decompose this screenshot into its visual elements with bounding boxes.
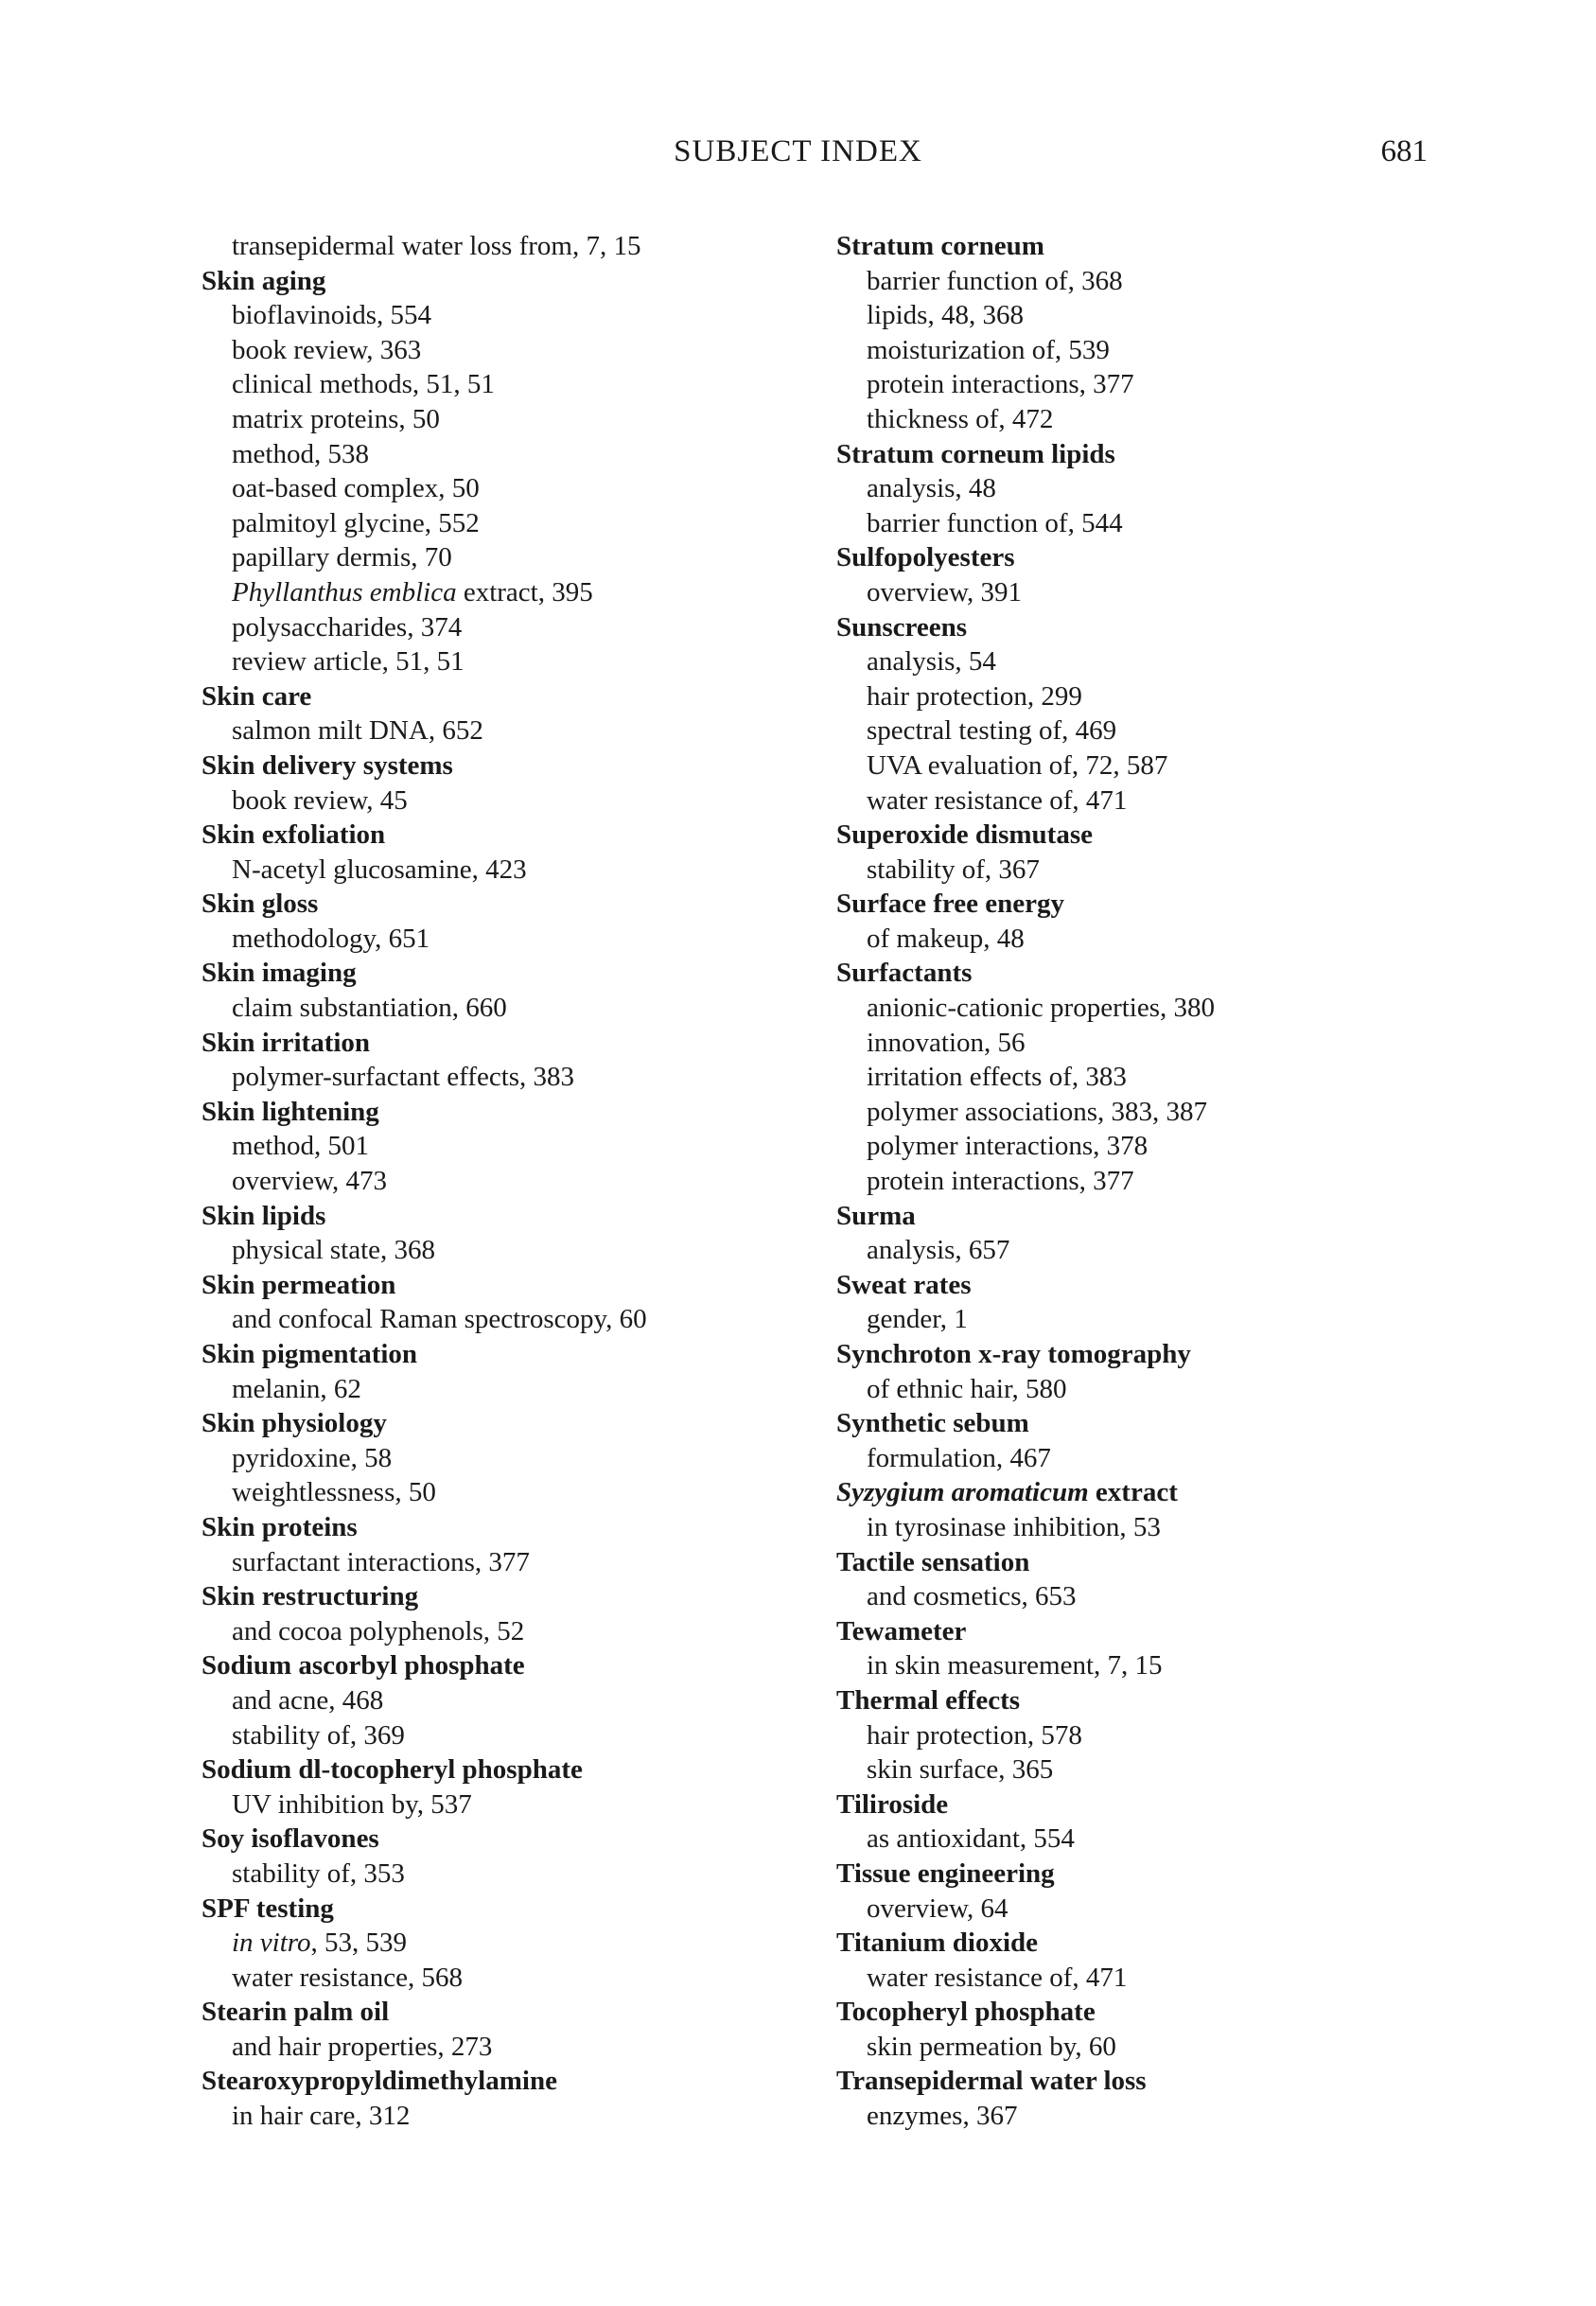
- entry-text: extract: [1088, 1477, 1178, 1508]
- entry-text: papillary dermis, 70: [232, 542, 452, 573]
- index-subentry: [202, 1372, 807, 1407]
- italic-term: Syzygium aromaticum: [836, 1477, 1089, 1508]
- entry-text: clinical methods, 51, 51: [232, 369, 495, 400]
- entry-text: , 53, 539: [310, 1928, 408, 1959]
- entry-text: Soy isoflavones: [202, 1823, 379, 1855]
- entry-text: review article, 51, 51: [232, 646, 465, 678]
- entry-text: Tactile sensation: [836, 1546, 1030, 1577]
- index-subentry: [202, 1718, 807, 1753]
- entry-text: skin permeation by, 60: [867, 2031, 1116, 2062]
- entry-text: and confocal Raman spectroscopy, 60: [232, 1304, 647, 1335]
- index-heading: [836, 1995, 1442, 2030]
- entry-text: palmitoyl glycine, 552: [232, 507, 480, 538]
- index-subentry: [202, 1060, 807, 1095]
- entry-text: Skin proteins: [202, 1511, 358, 1542]
- index-subentry: [202, 1475, 807, 1510]
- entry-text: Thermal effects: [836, 1684, 1021, 1716]
- index-subentry: [836, 1718, 1442, 1753]
- index-heading: [202, 818, 807, 853]
- index-heading: [836, 1406, 1442, 1441]
- entry-text: method, 501: [232, 1131, 369, 1162]
- index-subentry: [836, 1372, 1442, 1407]
- index-heading: [836, 1926, 1442, 1961]
- entry-text: protein interactions, 377: [867, 369, 1134, 400]
- index-subentry: [202, 783, 807, 819]
- index-subentry: [836, 1129, 1442, 1164]
- index-subentry: [836, 264, 1442, 299]
- entry-text: Tocopheryl phosphate: [836, 1997, 1096, 2028]
- entry-text: barrier function of, 544: [867, 507, 1123, 538]
- index-subentry: [836, 2099, 1442, 2134]
- entry-text: in skin measurement, 7, 15: [867, 1650, 1163, 1681]
- entry-text: and cocoa polyphenols, 52: [232, 1615, 525, 1646]
- entry-text: stability of, 369: [232, 1719, 405, 1751]
- index-heading: [202, 1337, 807, 1372]
- entry-text: Transepidermal water loss: [836, 2066, 1147, 2097]
- index-heading: [202, 1995, 807, 2030]
- entry-text: enzymes, 367: [867, 2101, 1018, 2132]
- index-subentry: [836, 1060, 1442, 1095]
- index-subentry: [202, 922, 807, 957]
- entry-text: transepidermal water loss from, 7, 15: [232, 231, 641, 261]
- index-subentry: [836, 1892, 1442, 1927]
- entry-text: hair protection, 578: [867, 1719, 1082, 1751]
- entry-text: overview, 391: [867, 576, 1023, 607]
- index-heading: [836, 818, 1442, 853]
- entry-text: Surface free energy: [836, 889, 1065, 920]
- index-subentry: [202, 644, 807, 679]
- entry-text: melanin, 62: [232, 1373, 361, 1404]
- entry-text: analysis, 54: [867, 646, 996, 678]
- entry-text: spectral testing of, 469: [867, 715, 1117, 747]
- index-subentry: [836, 1579, 1442, 1614]
- entry-text: pyridoxine, 58: [232, 1442, 393, 1473]
- index-subentry: [836, 1302, 1442, 1337]
- index-heading: [202, 1892, 807, 1927]
- index-subentry: [202, 1787, 807, 1822]
- index-subentry: [202, 1926, 807, 1961]
- index-subentry: [202, 1129, 807, 1164]
- index-subentry: [836, 1961, 1442, 1996]
- index-heading: [836, 1199, 1442, 1234]
- entry-text: stability of, 367: [867, 854, 1040, 885]
- index-subentry: [836, 1752, 1442, 1787]
- entry-text: matrix proteins, 50: [232, 403, 440, 434]
- index-heading: [836, 540, 1442, 575]
- entry-text: gender, 1: [867, 1304, 968, 1335]
- index-subentry: [836, 1441, 1442, 1476]
- entry-text: physical state, 368: [232, 1235, 436, 1266]
- entry-text: polymer-surfactant effects, 383: [232, 1062, 575, 1093]
- index-heading: [836, 956, 1442, 991]
- entry-text: overview, 473: [232, 1166, 388, 1197]
- index-subentry: [202, 229, 807, 264]
- index-subentry: [202, 575, 807, 610]
- entry-text: N-acetyl glucosamine, 423: [232, 854, 527, 885]
- entry-text: oat-based complex, 50: [232, 473, 480, 504]
- entry-text: overview, 64: [867, 1892, 1008, 1924]
- entry-text: UVA evaluation of, 72, 587: [867, 749, 1168, 781]
- index-subentry: [202, 1302, 807, 1337]
- entry-text: Titanium dioxide: [836, 1928, 1038, 1959]
- entry-text: of ethnic hair, 580: [867, 1373, 1067, 1404]
- page-number: 681: [1380, 134, 1428, 168]
- index-subentry: [836, 333, 1442, 368]
- index-subentry: [202, 1164, 807, 1199]
- index-subentry: [836, 298, 1442, 333]
- running-header: [0, 131, 1596, 172]
- entry-text: Sunscreens: [836, 611, 968, 643]
- index-heading: [202, 679, 807, 714]
- index-heading: [202, 1579, 807, 1614]
- entry-text: in tyrosinase inhibition, 53: [867, 1511, 1161, 1542]
- entry-text: Skin permeation: [202, 1269, 396, 1300]
- entry-text: Skin pigmentation: [202, 1339, 418, 1369]
- index-subentry: [202, 437, 807, 472]
- entry-text: Synthetic sebum: [836, 1408, 1029, 1439]
- index-subentry: [202, 1961, 807, 1996]
- index-subentry: [202, 1233, 807, 1268]
- entry-text: Stearin palm oil: [202, 1997, 390, 2028]
- index-heading: [202, 887, 807, 922]
- entry-text: Skin lightening: [202, 1096, 379, 1127]
- entry-text: claim substantiation, 660: [232, 993, 507, 1024]
- index-heading: [836, 1614, 1442, 1649]
- index-subentry: [836, 713, 1442, 748]
- index-heading: [836, 1475, 1442, 1510]
- entry-text: analysis, 657: [867, 1235, 1010, 1266]
- entry-text: formulation, 467: [867, 1442, 1051, 1473]
- entry-text: Skin delivery systems: [202, 749, 453, 781]
- entry-text: Skin exfoliation: [202, 819, 386, 851]
- index-heading: [202, 264, 807, 299]
- entry-text: water resistance of, 471: [867, 1962, 1128, 1993]
- entry-text: Stratum corneum: [836, 231, 1044, 261]
- index-heading: [202, 2064, 807, 2099]
- index-subentry: [202, 367, 807, 402]
- entry-text: lipids, 48, 368: [867, 300, 1024, 331]
- index-subentry: [836, 853, 1442, 888]
- index-column-right: [836, 229, 1442, 2134]
- index-subentry: [836, 471, 1442, 506]
- entry-text: UV inhibition by, 537: [232, 1788, 472, 1820]
- index-subentry: [202, 471, 807, 506]
- entry-text: Surfactants: [836, 958, 973, 989]
- entry-text: salmon milt DNA, 652: [232, 715, 483, 747]
- entry-text: Skin irritation: [202, 1027, 371, 1058]
- entry-text: Tewameter: [836, 1615, 967, 1646]
- index-heading: [202, 1752, 807, 1787]
- index-subentry: [202, 402, 807, 437]
- index-heading: [202, 1510, 807, 1545]
- entry-text: and hair properties, 273: [232, 2031, 493, 2062]
- entry-text: book review, 363: [232, 334, 422, 365]
- index-heading: [202, 1095, 807, 1130]
- index-heading: [202, 1822, 807, 1857]
- entry-text: Skin physiology: [202, 1408, 387, 1439]
- index-subentry: [202, 333, 807, 368]
- running-title: SUBJECT INDEX: [674, 134, 922, 168]
- entry-text: anionic-cationic properties, 380: [867, 993, 1216, 1024]
- entry-text: methodology, 651: [232, 923, 430, 954]
- index-subentry: [202, 506, 807, 541]
- italic-term: Phyllanthus emblica: [232, 576, 457, 607]
- entry-text: Sodium ascorbyl phosphate: [202, 1650, 525, 1681]
- index-subentry: [836, 1095, 1442, 1130]
- index-subentry: [202, 2099, 807, 2134]
- index-subentry: [836, 2030, 1442, 2065]
- entry-text: bioflavinoids, 554: [232, 300, 432, 331]
- index-heading: [202, 1648, 807, 1683]
- entry-text: as antioxidant, 554: [867, 1823, 1075, 1855]
- entry-text: Tiliroside: [836, 1788, 949, 1820]
- index-subentry: [202, 2030, 807, 2065]
- entry-text: Sodium dl-tocopheryl phosphate: [202, 1754, 583, 1786]
- entry-text: irritation effects of, 383: [867, 1062, 1127, 1093]
- index-heading: [836, 1683, 1442, 1718]
- index-subentry: [202, 1857, 807, 1892]
- entry-text: polymer interactions, 378: [867, 1131, 1149, 1162]
- index-column-left: [202, 229, 807, 2134]
- index-heading: [836, 1337, 1442, 1372]
- entry-text: Stratum corneum lipids: [836, 438, 1115, 469]
- entry-text: weightlessness, 50: [232, 1477, 436, 1508]
- entry-text: SPF testing: [202, 1892, 334, 1924]
- italic-term: in vitro: [232, 1928, 311, 1959]
- entry-text: Skin care: [202, 680, 312, 712]
- index-heading: [836, 2064, 1442, 2099]
- index-subentry: [836, 991, 1442, 1026]
- index-heading: [836, 887, 1442, 922]
- entry-text: skin surface, 365: [867, 1754, 1054, 1786]
- entry-text: barrier function of, 368: [867, 265, 1123, 296]
- entry-text: Surma: [836, 1200, 916, 1231]
- index-subentry: [202, 991, 807, 1026]
- index-subentry: [836, 748, 1442, 783]
- index-subentry: [836, 1648, 1442, 1683]
- index-heading: [836, 1787, 1442, 1822]
- index-subentry: [836, 922, 1442, 957]
- entry-text: Sulfopolyesters: [836, 542, 1015, 573]
- index-subentry: [202, 1683, 807, 1718]
- index-subentry: [836, 575, 1442, 610]
- entry-text: method, 538: [232, 438, 369, 469]
- entry-text: Stearoxypropyldimethylamine: [202, 2066, 557, 2097]
- entry-text: water resistance of, 471: [867, 784, 1128, 816]
- index-subentry: [202, 610, 807, 645]
- index-subentry: [836, 679, 1442, 714]
- index-subentry: [836, 1026, 1442, 1061]
- index-heading: [202, 1268, 807, 1303]
- entry-text: Sweat rates: [836, 1269, 972, 1300]
- index-subentry: [836, 367, 1442, 402]
- index-subentry: [836, 402, 1442, 437]
- index-subentry: [202, 1545, 807, 1580]
- entry-text: analysis, 48: [867, 473, 996, 504]
- index-subentry: [836, 644, 1442, 679]
- entry-text: protein interactions, 377: [867, 1166, 1134, 1197]
- entry-text: Tissue engineering: [836, 1857, 1055, 1889]
- index-subentry: [836, 506, 1442, 541]
- entry-text: stability of, 353: [232, 1857, 405, 1889]
- index-heading: [836, 1268, 1442, 1303]
- index-subentry: [836, 1822, 1442, 1857]
- index-heading: [202, 748, 807, 783]
- index-heading: [202, 1026, 807, 1061]
- entry-text: moisturization of, 539: [867, 334, 1110, 365]
- entry-text: Skin gloss: [202, 889, 319, 920]
- index-subentry: [202, 1441, 807, 1476]
- entry-text: in hair care, 312: [232, 2101, 411, 2132]
- index-subentry: [836, 783, 1442, 819]
- entry-text: Skin restructuring: [202, 1581, 419, 1612]
- index-subentry: [202, 298, 807, 333]
- entry-text: Skin lipids: [202, 1200, 326, 1231]
- entry-text: and cosmetics, 653: [867, 1581, 1077, 1612]
- index-heading: [836, 229, 1442, 264]
- entry-text: polysaccharides, 374: [232, 611, 463, 643]
- entry-text: of makeup, 48: [867, 923, 1025, 954]
- entry-text: water resistance, 568: [232, 1962, 463, 1993]
- entry-text: innovation, 56: [867, 1027, 1026, 1058]
- index-subentry: [202, 1614, 807, 1649]
- index-heading: [836, 1857, 1442, 1892]
- index-heading: [836, 610, 1442, 645]
- index-heading: [202, 956, 807, 991]
- entry-text: surfactant interactions, 377: [232, 1546, 530, 1577]
- index-heading: [836, 437, 1442, 472]
- entry-text: Skin imaging: [202, 958, 357, 989]
- index-subentry: [202, 540, 807, 575]
- index-subentry: [836, 1510, 1442, 1545]
- entry-text: and acne, 468: [232, 1684, 384, 1716]
- entry-text: Superoxide dismutase: [836, 819, 1093, 851]
- entry-text: extract, 395: [456, 576, 593, 607]
- index-heading: [836, 1545, 1442, 1580]
- entry-text: polymer associations, 383, 387: [867, 1096, 1208, 1127]
- index-subentry: [836, 1233, 1442, 1268]
- index-subentry: [202, 853, 807, 888]
- entry-text: book review, 45: [232, 784, 408, 816]
- entry-text: hair protection, 299: [867, 680, 1082, 712]
- index-heading: [202, 1406, 807, 1441]
- index-subentry: [202, 713, 807, 748]
- index-heading: [202, 1199, 807, 1234]
- index-subentry: [836, 1164, 1442, 1199]
- entry-text: Skin aging: [202, 265, 326, 296]
- entry-text: Synchroton x-ray tomography: [836, 1339, 1191, 1369]
- entry-text: thickness of, 472: [867, 403, 1054, 434]
